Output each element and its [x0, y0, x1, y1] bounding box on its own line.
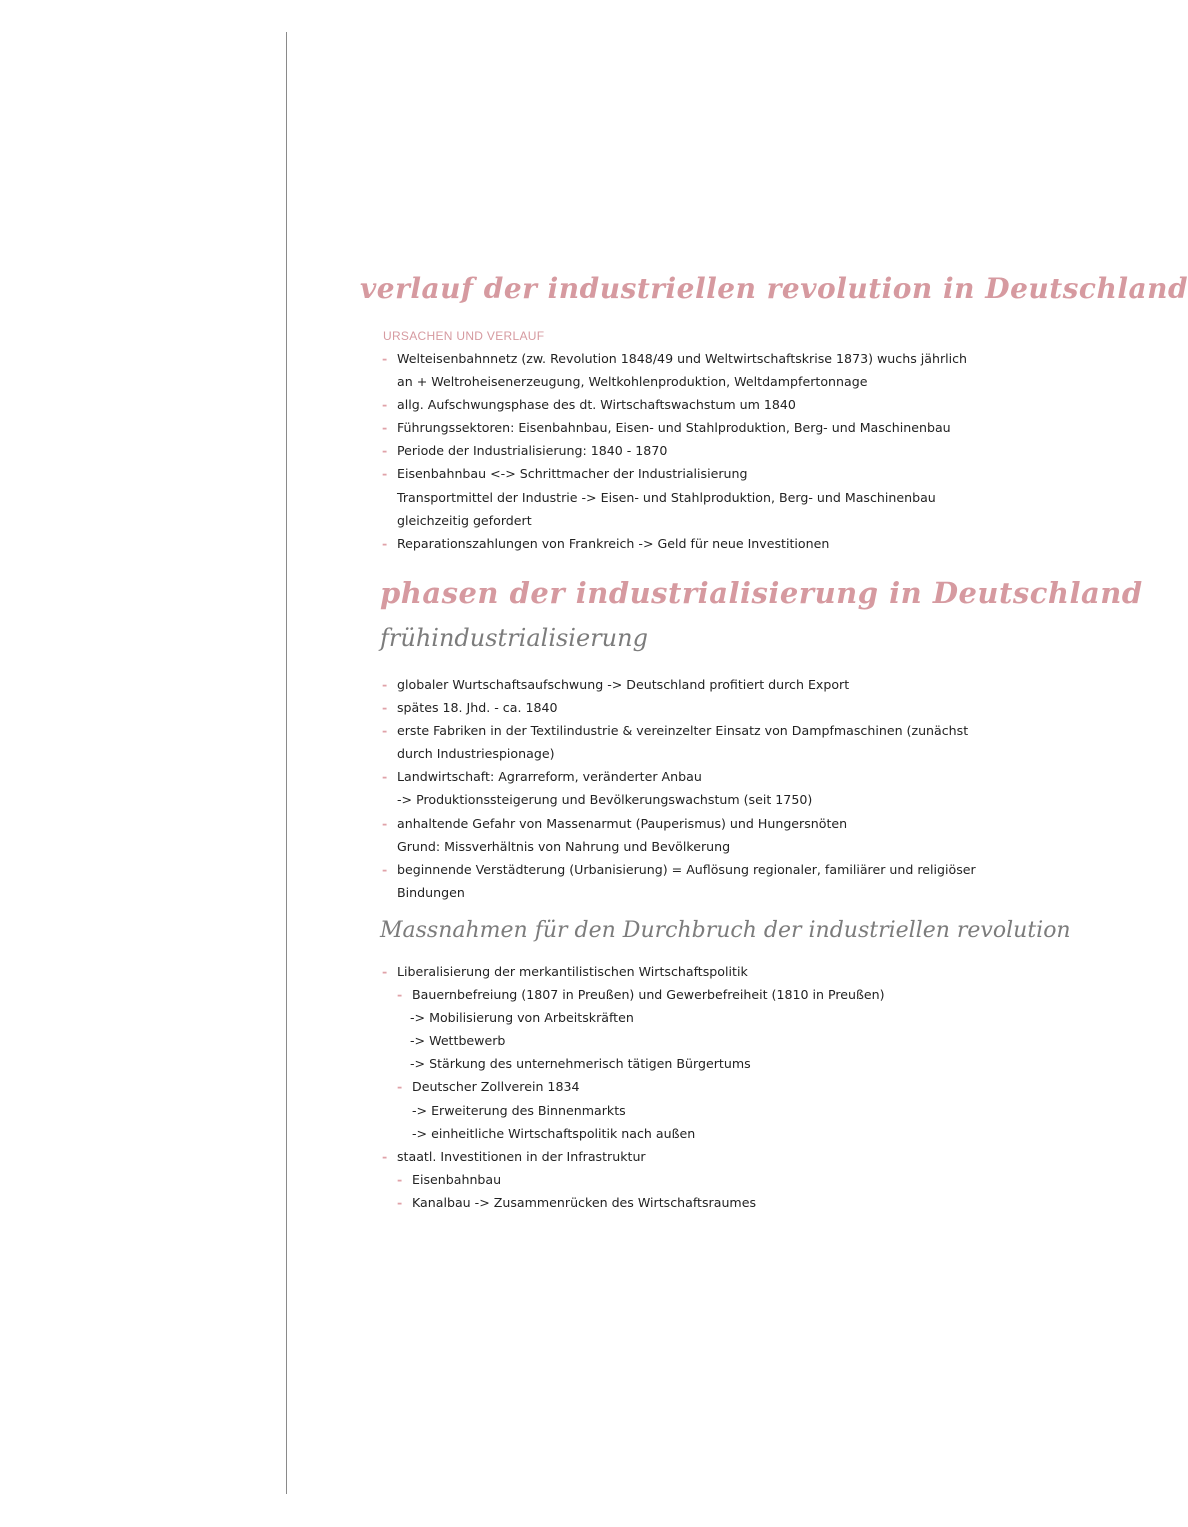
subheading-massnahmen: Massnahmen für den Durchbruch der industriellen revolution: [380, 918, 1071, 943]
subheading-fruehindustrialisierung: frühindustrialisierung: [380, 624, 648, 652]
heading-verlauf: verlauf der industriellen revolution in Deutschland: [360, 272, 1188, 305]
page-margin-line: [286, 32, 287, 1494]
section-label-ursachen: URSACHEN UND VERLAUF: [383, 329, 545, 343]
heading-phasen: phasen der industrialisierung in Deutschland: [380, 576, 1143, 610]
